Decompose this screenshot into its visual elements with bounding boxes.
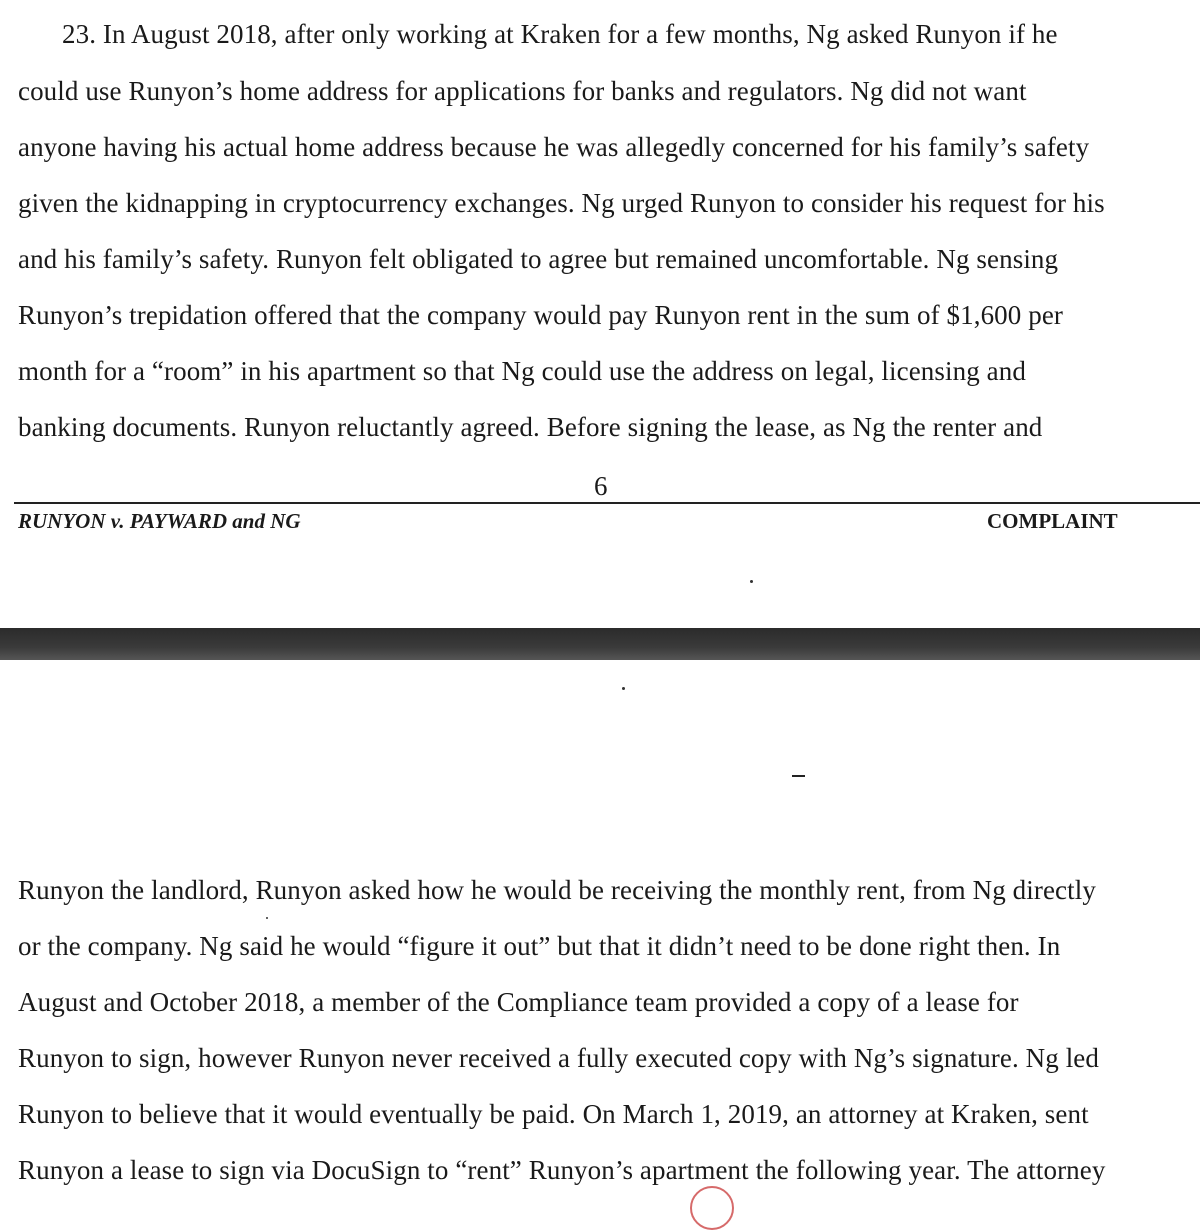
scan-speck [750, 580, 753, 583]
footer-divider [14, 502, 1200, 504]
paragraph-line: given the kidnapping in cryptocurrency exchanges. Ng urged Runyon to consider his request for his [18, 188, 1105, 218]
scan-speck [266, 917, 268, 919]
paragraph-line: could use Runyon’s home address for applications for banks and regulators. Ng did not want [18, 76, 1027, 106]
page-separator [0, 628, 1200, 660]
paragraph-line: 23. In August 2018, after only working at Kraken for a few months, Ng asked Runyon if he [62, 19, 1058, 49]
paragraph-line: and his family’s safety. Runyon felt obligated to agree but remained uncomfortable. Ng sensing [18, 244, 1059, 274]
paragraph-line: banking documents. Runyon reluctantly agreed. Before signing the lease, as Ng the renter and [18, 412, 1043, 442]
paragraph-line: Runyon to sign, however Runyon never received a fully executed copy with Ng’s signature. Ng led [18, 1043, 1099, 1073]
scan-speck [622, 687, 625, 690]
paragraph-line: month for a “room” in his apartment so that Ng could use the address on legal, licensing and [18, 356, 1026, 386]
paragraph-line: Runyon’s trepidation offered that the company would pay Runyon rent in the sum of $1,600 per [18, 300, 1064, 330]
paragraph-line: Runyon a lease to sign via DocuSign to “rent” Runyon’s apartment the following year. The attorney [18, 1155, 1106, 1185]
paragraph-line: Runyon to believe that it would eventually be paid. On March 1, 2019, an attorney at Kraken, sent [18, 1099, 1089, 1129]
paragraph-line: August and October 2018, a member of the Compliance team provided a copy of a lease for [18, 987, 1019, 1017]
paragraph-line: anyone having his actual home address because he was allegedly concerned for his family’s safety [18, 132, 1090, 162]
paragraph-line: Runyon the landlord, Runyon asked how he would be receiving the monthly rent, from Ng directly [18, 875, 1096, 905]
annotation-circle [690, 1186, 734, 1230]
footer-case-title: RUNYON v. PAYWARD and NG [18, 509, 301, 533]
page-number: 6 [594, 471, 608, 501]
scan-mark [792, 775, 805, 777]
paragraph-line: or the company. Ng said he would “figure it out” but that it didn’t need to be done right then. In [18, 931, 1061, 961]
footer-document-type: COMPLAINT [987, 509, 1118, 533]
